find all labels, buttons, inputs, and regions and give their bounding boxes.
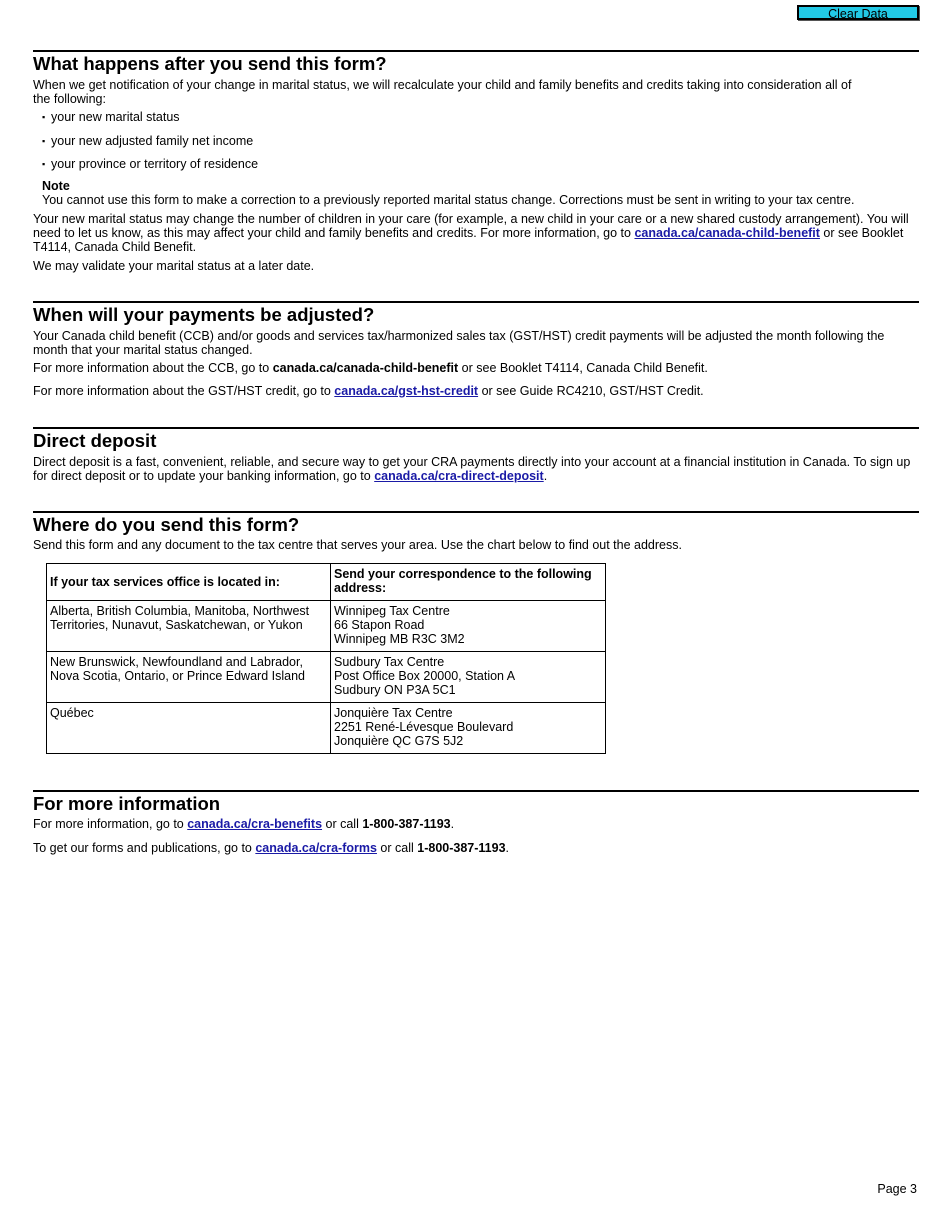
- section3-paragraph: Direct deposit is a fast, convenient, reliable, and secure way to get your CRA payments directly into your account at a financial institution in Canada. To sign up for direct deposit or to update your banking information, go to canada.ca/cra-direct-deposit.: [33, 455, 911, 483]
- note-text: You cannot use this form to make a correction to a previously reported marital status change. Corrections must be sent in writing to your tax centre.: [42, 193, 855, 207]
- clear-data-button[interactable]: Clear Data: [797, 5, 919, 20]
- section2-paragraph: Your Canada child benefit (CCB) and/or goods and services tax/harmonized sales tax (GST/HST) credit payments will be adjusted the month following the month that your marital status changed.: [33, 329, 885, 357]
- table-cell-address: Winnipeg Tax Centre 66 Stapon Road Winnipeg MB R3C 3M2: [331, 601, 606, 652]
- section-divider: [33, 427, 919, 429]
- section2-ccb-info: For more information about the CCB, go to canada.ca/canada-child-benefit or see Booklet T4114, Canada Child Benefit.: [33, 361, 708, 375]
- section5-forms-info: To get our forms and publications, go to canada.ca/cra-forms or call 1-800-387-1193.: [33, 841, 510, 855]
- section-title-more-info: For more information: [33, 793, 221, 814]
- section-title-payments: When will your payments be adjusted?: [33, 304, 375, 325]
- section-title-direct-deposit: Direct deposit: [33, 430, 157, 451]
- section5-benefits-info: For more information, go to canada.ca/cra-benefits or call 1-800-387-1193.: [33, 817, 455, 831]
- link-cra-direct-deposit[interactable]: canada.ca/cra-direct-deposit: [374, 469, 544, 483]
- table-cell-address: Sudbury Tax Centre Post Office Box 20000, Station A Sudbury ON P3A 5C1: [331, 652, 606, 703]
- section4-intro: Send this form and any document to the tax centre that serves your area. Use the chart below to find out the address.: [33, 538, 682, 552]
- phone-number: 1-800-387-1193: [362, 817, 451, 831]
- table-row: [47, 703, 606, 754]
- list-item: ▪ your new adjusted family net income: [42, 134, 253, 148]
- phone-number: 1-800-387-1193: [417, 841, 506, 855]
- list-item: ▪ your new marital status: [42, 110, 180, 124]
- table-cell-address: Jonquière Tax Centre 2251 René-Lévesque Boulevard Jonquière QC G7S 5J2: [331, 703, 606, 754]
- ccb-url-text: canada.ca/canada-child-benefit: [272, 361, 459, 375]
- section1-intro: When we get notification of your change in marital status, we will recalculate your child and family benefits and credits taking into consideration all of the following:: [33, 78, 852, 106]
- list-item: ▪ your province or territory of residence: [42, 157, 258, 171]
- page-number: Page 3: [877, 1182, 917, 1196]
- section-title-where-send: Where do you send this form?: [33, 514, 300, 535]
- link-canada-child-benefit[interactable]: canada.ca/canada-child-benefit: [634, 226, 820, 240]
- section-divider: [33, 790, 919, 792]
- link-cra-benefits[interactable]: canada.ca/cra-benefits: [187, 817, 323, 831]
- table-cell-region: Québec: [47, 703, 331, 754]
- table-cell-region: Alberta, British Columbia, Manitoba, Northwest Territories, Nunavut, Saskatchewan, or Yukon: [47, 601, 331, 652]
- link-gst-hst-credit[interactable]: canada.ca/gst-hst-credit: [334, 384, 479, 398]
- section2-gst-info: For more information about the GST/HST credit, go to canada.ca/gst-hst-credit or see Guide RC4210, GST/HST Credit.: [33, 384, 704, 398]
- table-header-location: If your tax services office is located in:: [47, 564, 331, 601]
- note-label: Note: [42, 179, 70, 193]
- link-cra-forms[interactable]: canada.ca/cra-forms: [255, 841, 377, 855]
- section-divider: [33, 511, 919, 513]
- section-divider: [33, 301, 919, 303]
- table-cell-region: New Brunswick, Newfoundland and Labrador, Nova Scotia, Ontario, or Prince Edward Island: [47, 652, 331, 703]
- section1-paragraph: Your new marital status may change the number of children in your care (for example, a new child in your care or a new shared custody arrangement). You will need to let us know, as this may affect your child and family benefits and credits. For more information, go to canada.ca/canada-child-benefit or see Booklet T4114, Canada Child Benefit.: [33, 212, 909, 254]
- table-row: [47, 652, 606, 703]
- table-row: [47, 601, 606, 652]
- table-header-address: Send your correspondence to the following address:: [331, 564, 606, 601]
- table-header-row: [47, 564, 606, 601]
- section1-validate-text: We may validate your marital status at a later date.: [33, 259, 315, 273]
- section-divider: [33, 50, 919, 52]
- section-title-what-happens: What happens after you send this form?: [33, 53, 387, 74]
- tax-centre-table: [46, 563, 606, 754]
